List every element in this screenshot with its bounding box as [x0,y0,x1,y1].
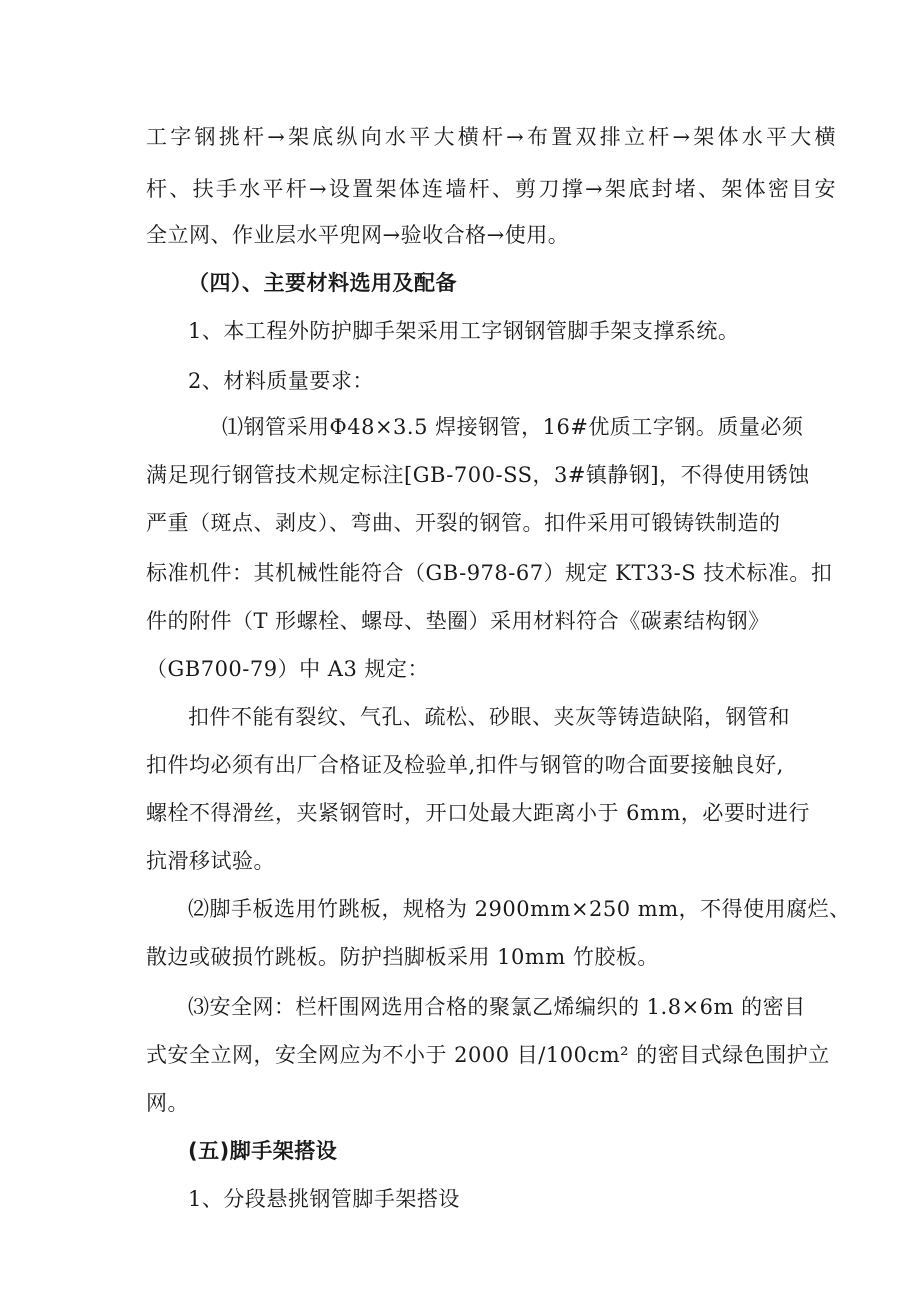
text-line: 全立网、作业层水平兜网→验收合格→使用。 [146,223,570,247]
text-line: 1、分段悬挑钢管脚手架搭设 [188,1187,460,1211]
text-line: 散边或破损竹跳板。防护挡脚板采用 10mm 竹胶板。 [146,945,659,969]
text-line: 工字钢挑杆→架底纵向水平大横杆→布置双排立杆→架体水平大横 [146,125,836,149]
text-line: 1、本工程外防护脚手架采用工字钢钢管脚手架支撑系统。 [188,319,740,343]
text-line: 螺栓不得滑丝，夹紧钢管时，开口处最大距离小于 6mm，必要时进行 [146,801,810,825]
text-line: 满足现行钢管技术规定标注[GB-700-SS，3#镇静钢]，不得使用锈蚀 [146,463,810,487]
text-line: 2、材料质量要求： [188,369,374,393]
text-line: 式安全立网，安全网应为不小于 2000 目/100cm² 的密目式绿色围护立 [146,1043,830,1067]
text-line: 件的附件（T 形螺栓、螺母、垫圈）采用材料符合《碳素结构钢》 [146,609,770,633]
text-line: ⑶安全网：栏杆围网选用合格的聚氯乙烯编织的 1.8×6m 的密目 [188,995,806,1019]
text-line: 扣件均必须有出厂合格证及检验单,扣件与钢管的吻合面要接触良好, [146,753,784,777]
text-line: 严重（斑点、剥皮）、弯曲、开裂的钢管。扣件采用可锻铸铁制造的 [146,511,781,535]
text-line: 杆、扶手水平杆→设置架体连墙杆、剪刀撑→架底封堵、架体密目安 [146,177,836,201]
text-line: ⑴钢管采用Φ48×3.5 焊接钢管，16#优质工字钢。质量必须 [222,415,804,439]
text-line: 网。 [146,1091,189,1115]
text-line: 抗滑移试验。 [146,849,275,873]
text-line: 扣件不能有裂纹、气孔、疏松、砂眼、夹灰等铸造缺陷，钢管和 [188,705,790,729]
section-heading: （四）、主要材料选用及配备 [188,271,457,295]
text-line: （GB700-79）中 A3 规定： [146,657,429,681]
text-line: ⑵脚手板选用竹跳板，规格为 2900mm×250 mm，不得使用腐烂、 [188,897,851,921]
section-heading: (五)脚手架搭设 [188,1139,338,1163]
text-line: 标准机件：其机械性能符合（GB-978-67）规定 KT33-S 技术标准。扣 [146,561,833,585]
